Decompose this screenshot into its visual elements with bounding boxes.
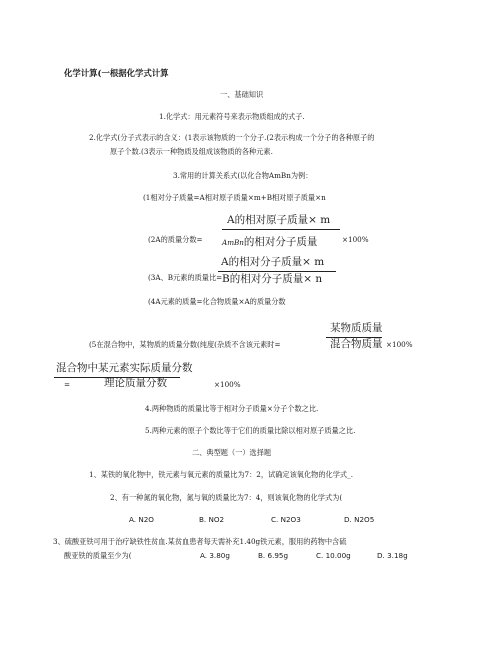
question-3-option-d: D. 3.18g — [377, 551, 408, 560]
formula-2-denominator — [222, 232, 317, 248]
formula-5-numerator: 某物质质量 — [330, 322, 383, 334]
paragraph-1: 1.化学式：用元素符号来表示物质组成的式子. — [159, 112, 305, 121]
formula-5b-equals: = — [64, 380, 71, 389]
question-2-option-d: D. N2O5 — [344, 515, 375, 524]
formula-3-prefix: (3A、B元素的质量比= — [148, 273, 223, 282]
question-2-option-a: A. N2O — [129, 515, 154, 524]
question-3-option-a: A. 3.80g — [200, 551, 230, 560]
formula-2-denominator-compound: AmBn — [222, 238, 244, 247]
section-heading-basics: 一、基础知识 — [220, 90, 264, 99]
paragraph-3: 3.常用的计算关系式(以化合物AmBn为例： — [173, 171, 313, 180]
question-2-option-c: C. N2O3 — [271, 515, 301, 524]
document-title: 化学计算(一根据化学式计算 — [64, 68, 169, 78]
section-heading-typical: 二、典型题（一）选择题 — [192, 448, 272, 457]
question-3-option-b: B. 6.95g — [258, 551, 289, 560]
formula-1: (1相对分子质量=A相对原子质量×m+B相对原子质量×n — [143, 193, 326, 202]
question-2-option-b: B. NO2 — [199, 515, 225, 524]
paragraph-2-line-2: 原子个数.(3表示一种物质及组成该物质的各种元素. — [110, 147, 273, 156]
formula-5-prefix: (5在混合物中，某物质的质量分数(纯度(杂质不含该元素时= — [89, 340, 281, 349]
formula-2-fraction-line — [222, 229, 340, 230]
formula-3-fraction-line — [218, 271, 336, 272]
question-3-line-1: 3、硫酸亚铁可用于治疗缺铁性贫血.某贫血患者每天需补充1.40g铁元素，服用的药物中含硫 — [53, 537, 347, 546]
question-1: 1、某铁的氧化物中，铁元素与氧元素的质量比为7：2，试确定该氧化物的化学式_. — [89, 470, 353, 479]
formula-2-denominator-text: 的相对分子质量 — [243, 236, 318, 248]
question-3-option-c: C. 10.00g — [316, 551, 351, 560]
formula-5b-numerator: 混合物中某元素实际质量分数 — [56, 362, 193, 374]
paragraph-2-line-1: 2.化学式(分子式表示的含义：(1表示该物质的一个分子.(2表示构成一个分子的各种原子的 — [89, 133, 375, 142]
formula-2-prefix: (2A的质量分数= — [148, 235, 203, 244]
formula-5b-suffix: ×100% — [214, 380, 241, 389]
question-2: 2、有一种氮的氧化物，氮与氧的质量比为7：4，则该氧化物的化学式为( — [110, 493, 343, 502]
question-3-line-2: 酸亚铁的质量至少为( — [64, 551, 132, 560]
paragraph-5: 5.两种元素的原子个数比等于它们的质量比除以相对原子质量之比. — [145, 426, 356, 435]
formula-3-numerator: A的相对分子质量× m — [221, 256, 325, 268]
formula-5b-denominator: 理论质量分数 — [104, 377, 167, 389]
formula-3-denominator: B的相对分子质量× n — [222, 273, 323, 285]
formula-5-suffix: ×100% — [386, 340, 413, 349]
formula-2-numerator: A的相对原子质量× m — [227, 214, 331, 226]
paragraph-4: 4.两种物质的质量比等于相对分子质量×分子个数之比. — [145, 404, 319, 413]
formula-5-denominator: 混合物质量 — [330, 338, 383, 350]
formula-2-suffix: ×100% — [342, 235, 369, 244]
formula-4: (4A元素的质量=化合物质量×A的质量分数 — [148, 297, 286, 306]
